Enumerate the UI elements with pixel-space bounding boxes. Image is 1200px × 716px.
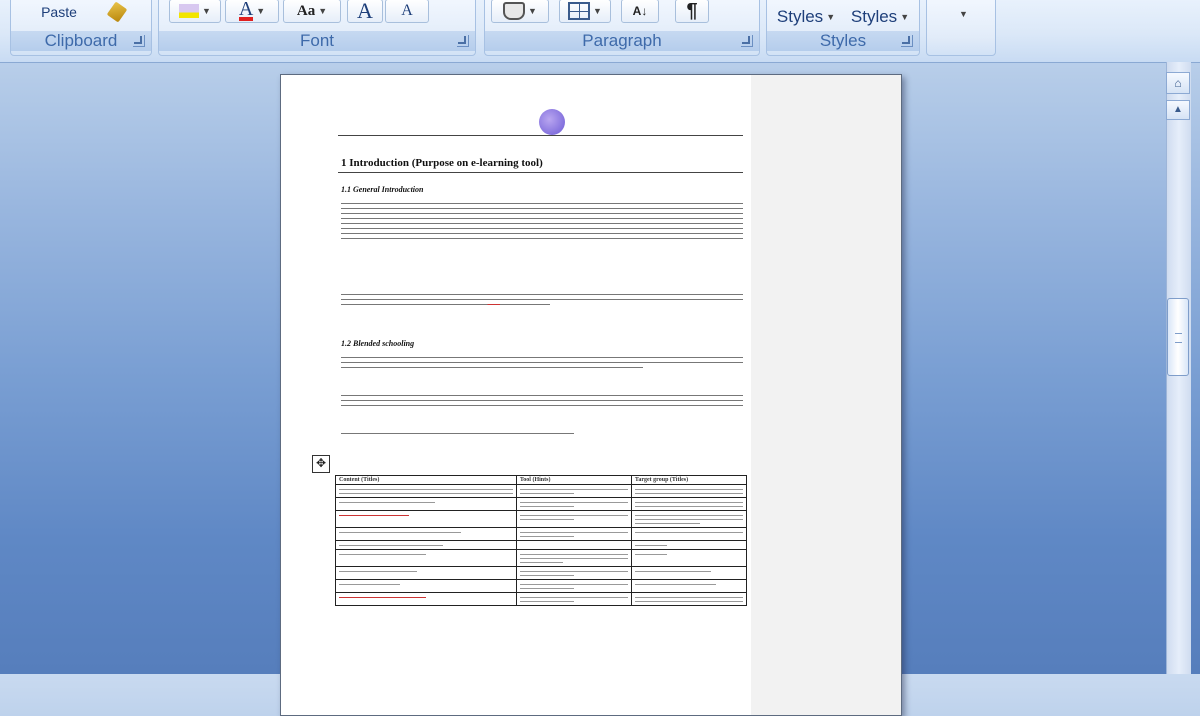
borders-button[interactable]: [559, 0, 611, 23]
quick-styles-button[interactable]: [771, 5, 841, 29]
scroll-up-button[interactable]: ▲: [1166, 100, 1190, 120]
quick-styles-label: Styles: [776, 7, 824, 26]
highlight-icon: [179, 4, 199, 18]
shading-button[interactable]: [491, 0, 549, 23]
paragraph-5: [341, 429, 743, 437]
shrink-font-button[interactable]: [385, 0, 429, 23]
paragraph-group-label: Paragraph: [485, 31, 759, 51]
styles-group: [766, 0, 920, 56]
table-row: [336, 528, 747, 541]
font-group: [158, 0, 476, 56]
chevron-down-icon: ▼: [900, 12, 910, 22]
heading-1-2: 1.2 Blended schooling: [341, 339, 415, 348]
table-row: [336, 580, 747, 593]
paragraph-dialog-launcher[interactable]: [741, 35, 753, 47]
chevron-down-icon: ▼: [959, 9, 968, 19]
table-header-cell: Content (Titles): [336, 476, 517, 485]
chevron-down-icon: ▼: [256, 6, 266, 16]
table-header-row: [336, 476, 747, 485]
clipboard-group: [10, 0, 152, 56]
change-styles-button[interactable]: [845, 5, 915, 29]
table-row: [336, 485, 747, 498]
font-color-button[interactable]: [225, 0, 279, 23]
paragraph-3: [341, 353, 743, 371]
paste-button[interactable]: [33, 1, 85, 23]
sort-button[interactable]: [621, 0, 659, 23]
paste-label: Paste: [41, 4, 77, 20]
editing-button[interactable]: [945, 3, 979, 25]
grow-font-button[interactable]: [347, 0, 383, 23]
shading-icon: [503, 2, 525, 20]
header-rule: [338, 135, 743, 136]
heading-1: 1 Introduction (Purpose on e-learning tool): [341, 157, 543, 169]
pilcrow-icon: ¶: [686, 0, 698, 22]
table-row: [336, 550, 747, 567]
heading-rule: [338, 172, 743, 173]
scroll-thumb[interactable]: [1167, 298, 1189, 376]
clipboard-group-label: Clipboard: [11, 31, 151, 51]
page-right-margin: [751, 75, 901, 715]
grow-font-label: A: [357, 0, 373, 23]
change-case-button[interactable]: [283, 0, 341, 23]
font-color-icon: A: [238, 0, 254, 20]
table-row: [336, 511, 747, 528]
chevron-down-icon: ▼: [593, 6, 602, 16]
chevron-down-icon: ▼: [202, 6, 211, 16]
table-row: [336, 498, 747, 511]
table-header-cell: Tool (Hints): [516, 476, 631, 485]
styles-group-label: Styles: [767, 31, 919, 51]
font-group-label: Font: [159, 31, 475, 51]
show-marks-button[interactable]: [675, 0, 709, 23]
table-row: [336, 593, 747, 606]
view-ruler-button[interactable]: ⌂: [1166, 72, 1190, 94]
chevron-down-icon: ▼: [528, 6, 537, 16]
highlight-color-button[interactable]: [169, 0, 221, 23]
table-row: [336, 567, 747, 580]
font-dialog-launcher[interactable]: [457, 35, 469, 47]
paragraph-group: [484, 0, 760, 56]
table-move-handle[interactable]: ✥: [312, 455, 330, 473]
editing-group: [926, 0, 996, 56]
sort-icon: A↓: [632, 4, 648, 18]
format-painter-button[interactable]: [99, 1, 135, 23]
shrink-font-label: A: [401, 2, 413, 19]
ribbon: [0, 0, 1200, 63]
clipboard-dialog-launcher[interactable]: [133, 35, 145, 47]
course-table: [335, 475, 747, 606]
change-case-label: Aa: [296, 2, 316, 19]
borders-icon: [568, 2, 590, 20]
table-row: [336, 541, 747, 550]
document-page[interactable]: [280, 74, 902, 716]
header-logo-icon: [539, 109, 565, 135]
paragraph-2: [341, 290, 743, 308]
change-styles-label: Styles: [850, 7, 898, 26]
format-painter-icon: [107, 1, 128, 22]
paragraph-1: [341, 199, 743, 242]
table-header-cell: Target group (Titles): [631, 476, 746, 485]
chevron-down-icon: ▼: [318, 6, 328, 16]
paragraph-4: [341, 391, 743, 409]
chevron-down-icon: ▼: [826, 12, 836, 22]
styles-dialog-launcher[interactable]: [901, 35, 913, 47]
heading-1-1: 1.1 General Introduction: [341, 185, 424, 194]
